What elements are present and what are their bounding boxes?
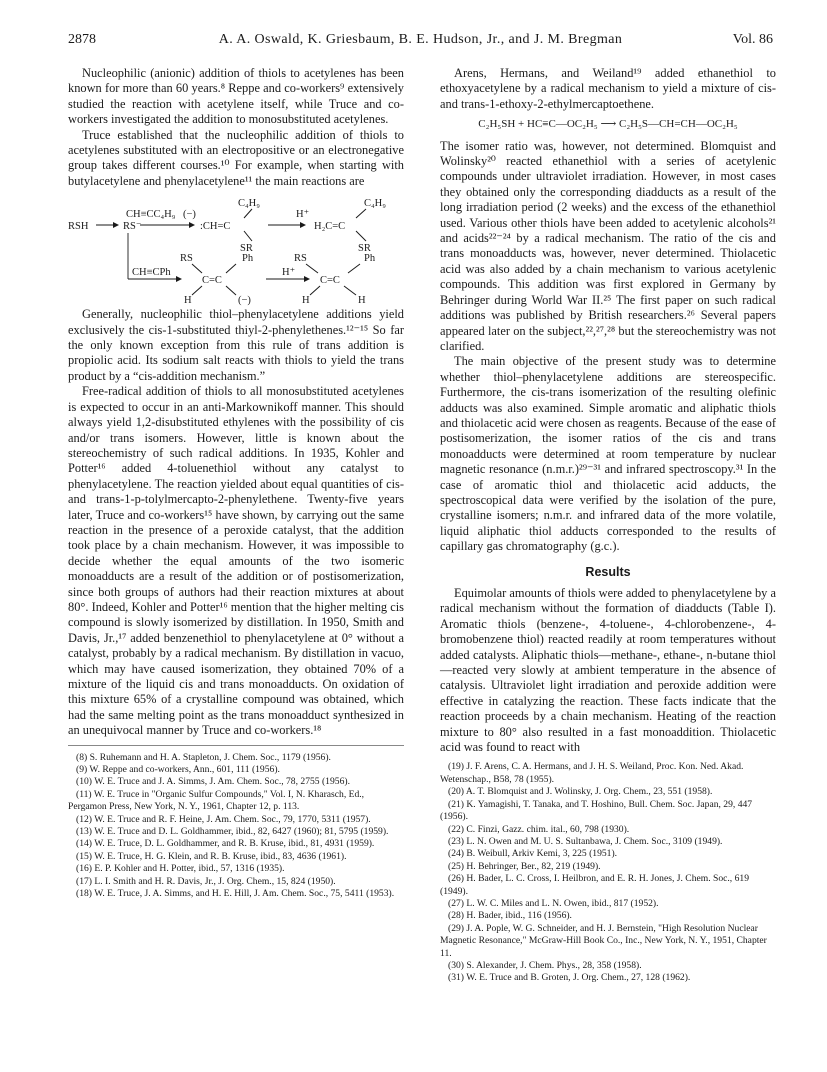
footnote-item: (16) E. P. Kohler and H. Potter, ibid., 57, 1316 (1935).	[76, 863, 285, 875]
scheme-cc-b: C=C	[320, 275, 340, 287]
scheme-hplus-2: H⁺	[282, 267, 296, 279]
footnote-item: (18) W. E. Truce, J. A. Simms, and H. E. Hill, J. Am. Chem. Soc., 75, 5411 (1953).	[76, 888, 395, 900]
scheme-c4h9-top: C₄H₉	[238, 198, 260, 210]
paragraph: Arens, Hermans, and Weiland¹⁹ added ethanethiol to ethoxyacetylene by a radical mechanism to yield a mixture of cis- and trans-1-ethoxy-2-ethylmercaptoethene.	[440, 66, 776, 111]
scheme-bond	[348, 264, 360, 273]
scheme-arrowhead	[304, 276, 310, 282]
footnotes	[68, 752, 404, 901]
running-authors: A. A. Oswald, K. Griesbaum, B. E. Hudson, Jr., and J. M. Bregman	[218, 32, 623, 47]
footnote-item: (23) L. N. Owen and M. U. S. Sultanbawa, J. Chem. Soc., 3109 (1949).	[448, 835, 723, 847]
paragraph: Nucleophilic (anionic) addition of thiols to acetylenes has been known for more than 60 years.⁸ Reppe and co-workers⁹ extensively studied the reaction with acetylene itself, while Truce and co-workers investigated the addition to monosubstituted acetylenes.	[68, 66, 404, 127]
left-column	[68, 66, 404, 901]
footnote-item: (26) H. Bader, L. C. Cross, I. Heilbron, and E. R. H. Jones, J. Chem. Soc., 619 (1949).	[440, 873, 749, 897]
scheme-bond	[356, 209, 366, 218]
paragraph: The main objective of the present study was to determine whether thiol–phenylacetylene additions are stereospecific. Furthermore, the cis-trans isomerization of the resulting olefinic adducts was also examined. Simple aromatic and aliphatic thiols and thiolacetic acid were chosen as reagents. Because of the ease of postisomerization, the isomer ratios of the cis and trans monoadducts were determined at room temperature by nuclear magnetic resonance (n.m.r.)²⁹⁻³¹ and infrared spectroscopy.³¹ In the case of aromatic thiol and thiolacetic acid adducts, the spectroscopical data were verified by the isolation of the pure, crystalline isomers; n.m.r. and infrared data of the more volatile, liquid aliphatic thiol adducts corresponded to the results of capillary gas chromatography (g.c.).	[440, 354, 776, 554]
footnote-item: (11) W. E. Truce in "Organic Sulfur Compounds," Vol. I, N. Kharasch, Ed., Pergamon Press, New York, N. Y., 1961, Chapter 12, p. 113.	[68, 788, 365, 813]
footnote-item: (14) W. E. Truce, D. L. Goldhammer, and R. B. Kruse, ibid., 81, 4931 (1959).	[76, 838, 375, 850]
scheme-bond	[344, 286, 356, 295]
scheme-rs-b: RS	[294, 253, 307, 265]
scheme-h-a: H	[184, 295, 192, 307]
footnote-item: (22) C. Finzi, Gazz. chim. ital., 60, 798 (1930).	[448, 823, 630, 835]
scheme-bond	[244, 209, 252, 218]
scheme-rs-a: RS	[180, 253, 193, 265]
scheme-bond	[356, 231, 366, 241]
scheme-cc-a: C=C	[202, 275, 222, 287]
footnote-item: (31) W. E. Truce and B. Groten, J. Org. Chem., 27, 128 (1962).	[448, 972, 691, 984]
scheme-sr-right: SR	[358, 243, 371, 255]
right-column	[440, 66, 776, 985]
scheme-intermediate: :CH=C	[200, 221, 231, 233]
paragraph: Free-radical addition of thiols to all monosubstituted acetylenes is expected to occur in an anti-Markownikoff manner. This should always yield 1,2-disubstituted ethylenes with the possibility of cis and/or trans isomers. However, little is known about the stereochemistry of such radical additions. In 1935, Kohler and Potter¹⁶ added 4-toluenethiol without any catalyst to phenylacetylene. The reaction yielded about equal quantities of cis- and trans-1-p-tolylmercapto-2-phenylethene. Twenty-five years later, Truce and co-workers¹⁵ have shown, by carrying out the same reaction in the presence of a peroxide catalyst, that the addition took place by a chain mechanism. However, it was impossible to decide whether the equal amounts of the two isomeric monoadducts are a result of the addition or of postisomerization, since both groups of authors had their reaction mixtures at about 80°. Indeed, Kohler and Potter¹⁶ mention that the higher melting cis compound is slowly isomerized by distillation. In 1950, Smith and Davis, Jr.,¹⁷ added benzenethiol to phenylacetylene at 0° without a catalyst, probably by a radical mechanism. By distillation in vacuo, which may have caused isomerization, they obtained 70% of a mixture of the liquid cis and trans monoadducts. On oxidation of this mixture 65% of a crystalline compound was obtained, which had the same melting point as the trans monoadduct synthesized in an unequivocal manner by Truce and co-workers.¹⁸	[68, 384, 404, 738]
scheme-ph-a: Ph	[242, 253, 254, 265]
reaction-equation: C₂H₅SH + HC≡C—OC₂H₅ ⟶ C₂H₅S—CH=CH—OC₂H₅	[478, 118, 738, 131]
scheme-hplus: H⁺	[296, 209, 310, 221]
paragraph: Truce established that the nucleophilic addition of thiols to acetylenes substituted with an electropositive or an electronegative group takes different courses.¹⁰ For example, when starting with butylacetylene and phenylacetylene¹¹ the main reactions are	[68, 127, 404, 188]
reaction-scheme-drawing	[68, 195, 404, 307]
footnote-item: (27) L. W. C. Miles and L. N. Owen, ibid., 817 (1952).	[448, 897, 659, 909]
footnote-item: (29) J. A. Pople, W. G. Schneider, and H. J. Bernstein, "High Resolution Nuclear Magnetic Resonance," McGraw-Hill Book Co., Inc., New York, N. Y., 1951, Chapter 11.	[440, 922, 767, 959]
scheme-bond	[310, 286, 320, 295]
footnote-item: (25) H. Behringer, Ber., 82, 219 (1949).	[448, 860, 601, 872]
volume-label: Vol. 86	[732, 32, 773, 47]
scheme-bond	[192, 286, 202, 295]
footnote-item: (28) H. Bader, ibid., 116 (1956).	[448, 910, 572, 922]
footnote-item: (30) S. Alexander, J. Chem. Phys., 28, 358 (1958).	[448, 959, 642, 971]
scheme-arrowhead	[113, 222, 119, 228]
scheme-bond	[192, 264, 202, 273]
footnote-item: (8) S. Ruhemann and H. A. Stapleton, J. Chem. Soc., 1179 (1956).	[76, 751, 331, 763]
scheme-bond	[226, 264, 236, 273]
scheme-arrowhead	[176, 276, 182, 282]
footnote-item: (9) W. Reppe and co-workers, Ann., 601, 111 (1956).	[76, 764, 280, 776]
scheme-arrowhead	[189, 222, 195, 228]
section-heading: Results	[585, 564, 631, 579]
scheme-rs-minus: RS⁻	[123, 221, 142, 233]
footnote-item: (17) L. I. Smith and H. R. Davis, Jr., J. Org. Chem., 15, 824 (1950).	[76, 875, 336, 887]
footnote-item: (10) W. E. Truce and J. A. Simms, J. Am. Chem. Soc., 78, 2755 (1956).	[76, 776, 350, 788]
scheme-ph-b: Ph	[364, 253, 376, 265]
footnote-item: (24) B. Weibull, Arkiv Kemi, 3, 225 (1951).	[448, 848, 618, 860]
page-header	[68, 32, 773, 52]
paragraph: Equimolar amounts of thiols were added to phenylacetylene by a radical mechanism without the formation of diadducts (Table I). Aromatic thiols (benzene-, 4-toluene-, 4-chlorobenzene-, 4-bromobenzene thiol) reacted readily at room temperatures without added catalysts. Aliphatic thiols—methane-, ethane-, n-butane thiol—reacted very slowly at ambient temperature in the absence of catalysis. Ultraviolet light irradiation and peroxide addition were effective in catalyzing the reaction. These facts indicate that the reaction proceeds by a chain mechanism. Heating of the reaction mixture to 80° also resulted in a fast monoaddition. Thiolacetic acid was found to react with	[440, 586, 776, 755]
page-number: 2878	[68, 32, 96, 47]
scheme-minus-charge: (−)	[183, 209, 196, 221]
footnote-item: (21) K. Yamagishi, T. Tanaka, and T. Hoshino, Bull. Chem. Soc. Japan, 29, 447 (1956).	[440, 798, 753, 823]
scheme-product-h2c: H₂C=C	[314, 221, 346, 233]
footnote-item: (15) W. E. Truce, H. G. Klein, and R. B. Kruse, ibid., 83, 4636 (1961).	[76, 850, 347, 862]
scheme-rsh: RSH	[68, 221, 89, 233]
scheme-h-b2: H	[358, 295, 366, 307]
footnote-item: (12) W. E. Truce and R. F. Heine, J. Am. Chem. Soc., 79, 1770, 5311 (1957).	[76, 813, 371, 825]
scheme-minus-a: (−)	[238, 295, 251, 307]
footnotes	[440, 761, 776, 984]
scheme-sr-left: SR	[240, 243, 253, 255]
paragraph: Generally, nucleophilic thiol–phenylacetylene additions yield exclusively the cis-1-substituted thiyl-2-phenylethenes.¹²⁻¹⁵ So far the only known exception from this rule of trans addition is propiolic acid. Its sodium salt reacts with thiols to yield the trans product by a “cis-addition mechanism.”	[68, 307, 404, 383]
scheme-arrowhead	[300, 222, 306, 228]
reaction-scheme	[68, 195, 404, 307]
scheme-bond	[306, 264, 318, 273]
scheme-h-b1: H	[302, 295, 310, 307]
scheme-c4h9-top-right: C₄H₉	[364, 198, 386, 210]
scheme-reagent-butylacetylene: CH≡CC₄H₉	[126, 209, 176, 221]
scheme-bond	[226, 286, 236, 295]
footnote-separator	[68, 745, 404, 746]
scheme-reagent-phenylacetylene: CH≡CPh	[132, 267, 171, 279]
scheme-bond	[244, 231, 252, 241]
footnote-item: (19) J. F. Arens, C. A. Hermans, and J. H. S. Weiland, Proc. Kon. Ned. Akad. Wetenschap., B58, 78 (1955).	[440, 761, 744, 785]
footnote-item: (13) W. E. Truce and D. L. Goldhammer, ibid., 82, 6427 (1960); 81, 5795 (1959).	[76, 826, 389, 838]
footnote-item: (20) A. T. Blomquist and J. Wolinsky, J. Org. Chem., 23, 551 (1958).	[448, 786, 713, 798]
paragraph: The isomer ratio was, however, not determined. Blomquist and Wolinsky²⁰ reacted ethanethiol with a series of acetylenic compounds under ultraviolet irradiation. However, in most cases they obtained only the corresponding diadducts as a result of the long irradiation period (2 weeks) and the excess of the ethanethiol used. Various other thiols have been added to acetylenic alcohols²¹ and acids²²⁻²⁴ by a radical mechanism. The ratio of the cis and trans monoadducts was, however, never determined. Thiolacetic acid was also added by a chain mechanism to various acetylenic compounds. This addition was first explored in Germany by Behringer during World War II.²⁵ The first paper on such radical additions was published by British researchers.²⁶ Several papers appeared later on the subject,²²,²⁷,²⁸ but the stereochemistry was not clarified.	[440, 138, 776, 353]
